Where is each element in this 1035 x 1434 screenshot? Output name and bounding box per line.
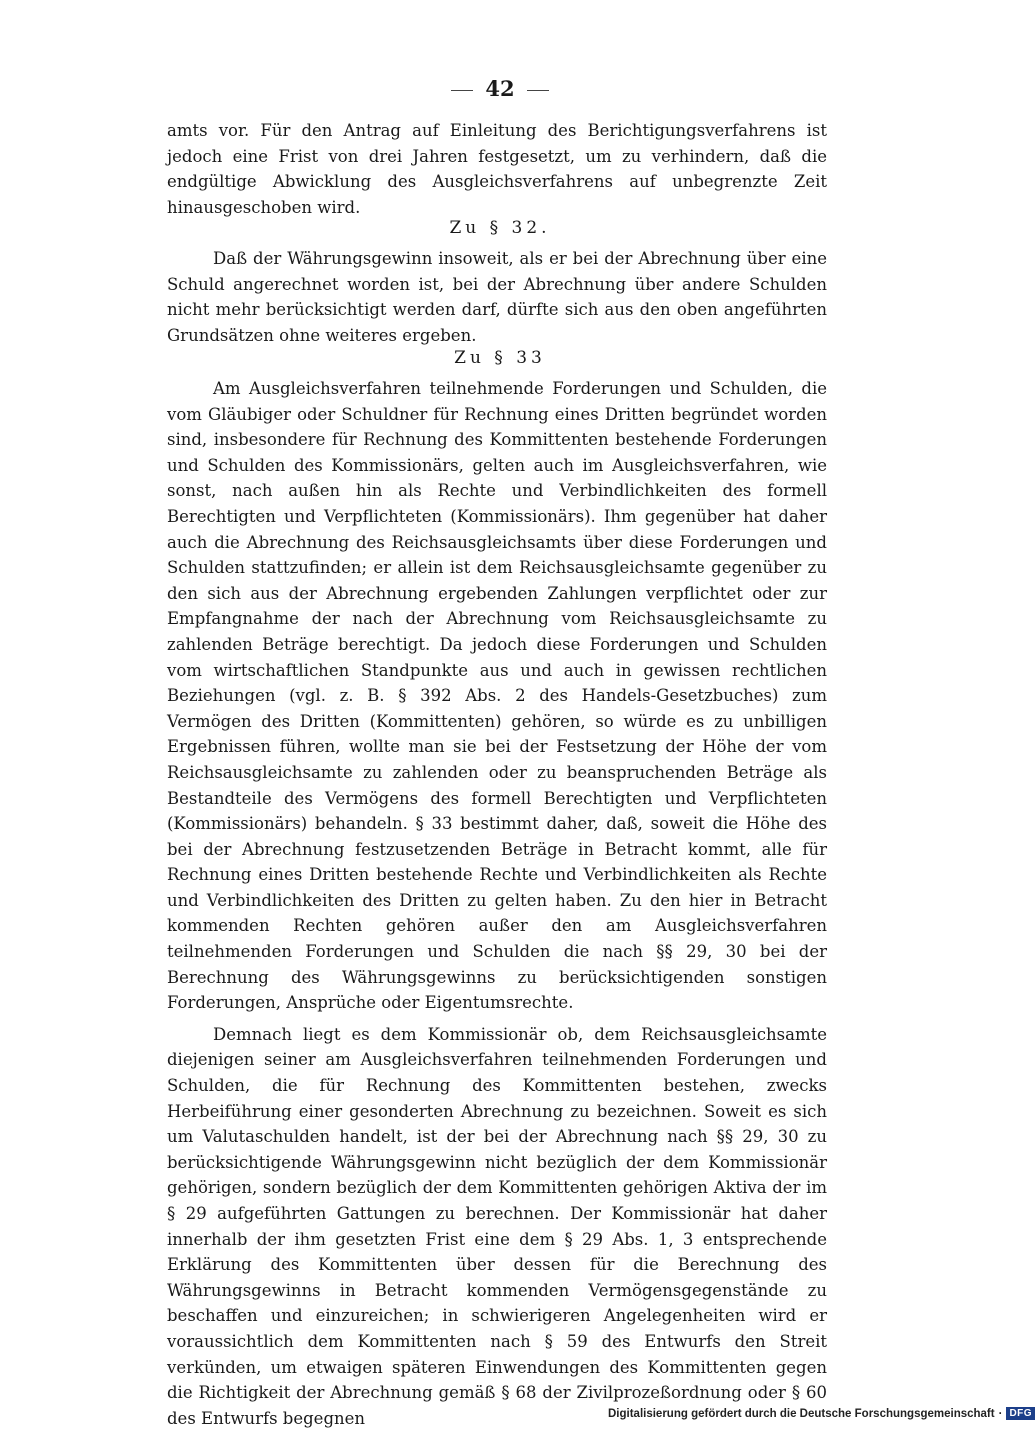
section-32-heading: Zu § 32. bbox=[449, 218, 551, 238]
intro-paragraph-text: amts vor. Für den Antrag auf Einleitung des Berichtigungsverfahrens ist jedoch eine Frist von drei Jahren festgesetzt, um zu verhindern, daß die endgültige Abwicklung des Ausgleichsverfahrens auf unbegrenzte Zeit hinausgeschoben wird. bbox=[167, 121, 827, 217]
section-33-heading: Zu § 33 bbox=[454, 348, 546, 368]
section-32-paragraph-text: Daß der Währungsgewinn insoweit, als er bei der Abrechnung über eine Schuld angerechnet worden ist, bei der Abrechnung über andere Schulden nicht mehr berücksichtigt werden darf, dürfte sich aus den oben angeführten Grundsätzen ohne weiteres ergeben. bbox=[167, 249, 827, 345]
page-number bbox=[0, 76, 1000, 101]
dfg-logo-icon: DFG bbox=[1006, 1407, 1035, 1420]
page-number-dash-right bbox=[527, 90, 549, 91]
page-number-value: 42 bbox=[485, 76, 515, 101]
footer-separator: · bbox=[998, 1407, 1003, 1420]
digitization-footer bbox=[608, 1407, 1035, 1420]
section-33-body bbox=[167, 376, 827, 1431]
section-32-paragraph bbox=[167, 246, 827, 348]
section-33-paragraph-2: Demnach liegt es dem Kommissionär ob, dem Reichsausgleichsamte diejenigen seiner am Ausgleichsverfahren teilnehmenden Forderungen und Schulden, die für Rechnung des Kommittenten bestehen, zwecks Herbeiführung einer gesonderten Abrechnung zu bezeichnen. Soweit es sich um Valutaschulden handelt, ist der bei der Abrechnung nach §§ 29, 30 zu berücksichtigende Währungsgewinn nicht bezüglich der dem Kommissionär gehörigen, sondern bezüglich der dem Kommittenten gehörigen Aktiva der im § 29 aufgeführten Gattungen zu berechnen. Der Kommissionär hat daher innerhalb der ihm gesetzten Frist eine dem § 29 Abs. 1, 3 entsprechende Erklärung des Kommittenten über dessen für die Berechnung des Währungsgewinns in Betracht kommenden Vermögensgegenstände zu beschaffen und einzureichen; in schwierigeren Angelegenheiten wird er voraussichtlich dem Kommittenten nach § 59 des Entwurfs den Streit verkünden, um etwaigen späteren Einwendungen des Kommittenten gegen die Richtigkeit der Abrechnung gemäß § 68 der Zivilprozeßordnung oder § 60 des Entwurfs begegnen bbox=[167, 1024, 827, 1428]
page-number-dash-left bbox=[451, 90, 473, 91]
section-33-paragraph-1: Am Ausgleichsverfahren teilnehmende Forderungen und Schulden, die vom Gläubiger oder Schuldner für Rechnung eines Dritten begründet worden sind, insbesondere für Rechnung des Kommittenten bestehende Forderungen und Schulden des Kommissionärs, gelten auch im Ausgleichsverfahren, wie sonst, nach außen hin als Rechte und Verbindlichkeiten des formell Berechtigten und Verpflichteten (Kommissionärs). Ihm gegenüber hat daher auch die Abrechnung des Reichsausgleichsamts über diese Forderungen und Schulden stattzufinden; er allein ist dem Reichsausgleichsamte gegenüber zu den sich aus der Abrechnung ergebenden Zahlungen verpflichtet oder zur Empfangnahme der nach der Abrechnung vom Reichsausgleichsamte zu zahlenden Beträge berechtigt. Da jedoch diese Forderungen und Schulden vom wirtschaftlichen Standpunkte aus und auch in gewissen rechtlichen Beziehungen (vgl. z. B. § 392 Abs. 2 des Handels-Gesetzbuches) zum Vermögen des Dritten (Kommittenten) gehören, so würde es zu unbilligen Ergebnissen führen, wollte man sie bei der Festsetzung der Höhe der vom Reichsausgleichsamte zu zahlenden oder zu beanspruchenden Beträge als Bestandteile des Vermögens des formell Berechtigten und Verpflichteten (Kommissionärs) behandeln. § 33 bestimmt daher, daß, soweit die Höhe des bei der Abrechnung festzusetzenden Beträge in Betracht kommt, alle für Rechnung eines Dritten bestehende Rechte und Verbindlichkeiten als Rechte und Verbindlichkeiten des Dritten zu gelten haben. Zu den hier in Betracht kommenden Rechten gehören außer den am Ausgleichsverfahren teilnehmenden Forderungen und Schulden die nach §§ 29, 30 bei der Berechnung des Währungsgewinns zu berücksichtigenden sonstigen Forderungen, Ansprüche oder Eigentumsrechte. bbox=[167, 379, 827, 1013]
intro-paragraph bbox=[167, 118, 827, 220]
footer-text: Digitalisierung gefördert durch die Deutsche Forschungsgemeinschaft bbox=[608, 1407, 995, 1420]
